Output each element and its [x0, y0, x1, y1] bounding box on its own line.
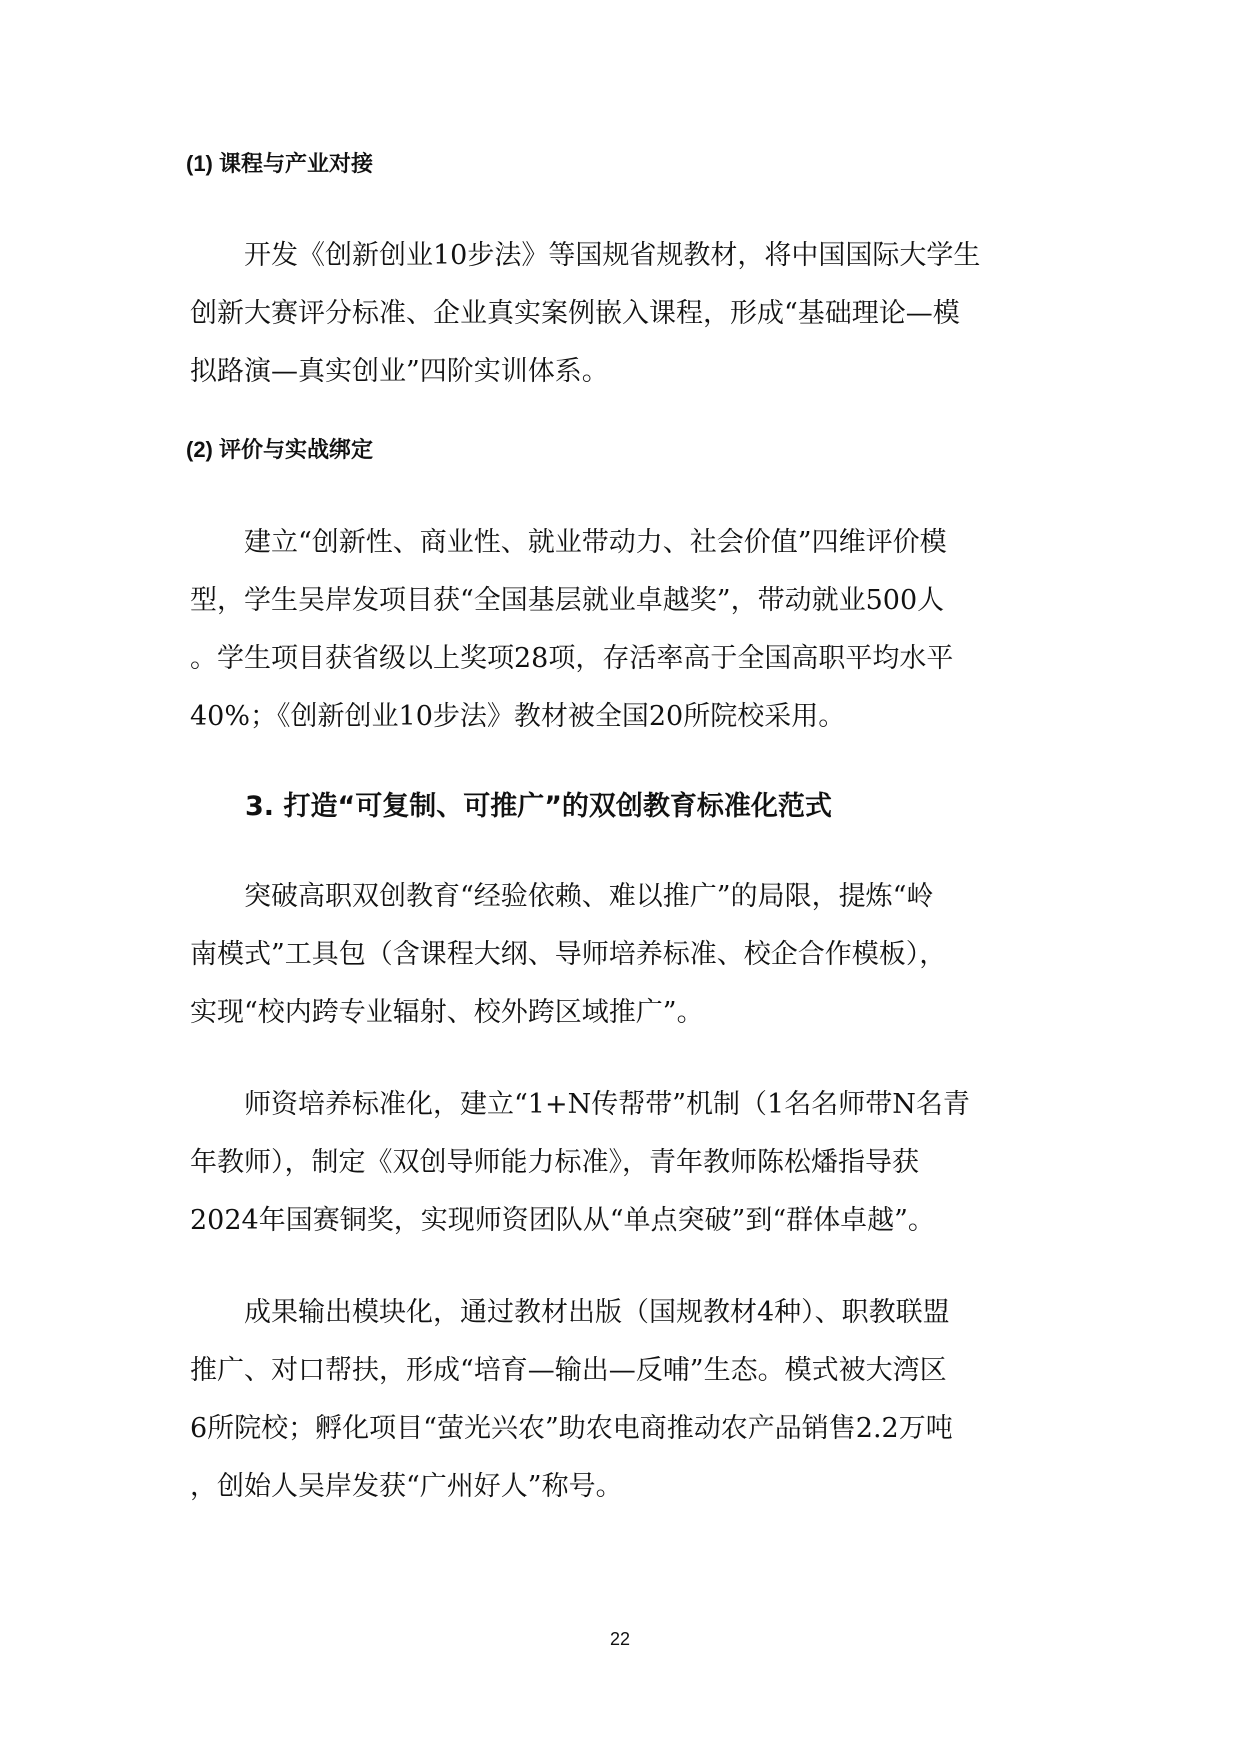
paragraph-line: 开发《创新创业10步法》等国规省规教材，将中国国际大学生: [190, 240, 981, 271]
paragraph-line: 拟路演—真实创业”四阶实训体系。: [190, 356, 609, 387]
paragraph-teacher-training: [190, 1076, 1036, 1250]
subsection-heading-1: (1) 课程与产业对接: [186, 151, 374, 176]
paragraph-line: 推广、对口帮扶，形成“培育—输出—反哺”生态。模式被大湾区: [190, 1355, 947, 1386]
paragraph-line: 40%；《创新创业10步法》教材被全国20所院校采用。: [190, 701, 846, 732]
paragraph-line: 2024年国赛铜奖，实现师资团队从“单点突破”到“群体卓越”。: [190, 1205, 935, 1236]
page-number: 22: [609, 1629, 631, 1649]
subsection-heading-2: (2) 评价与实战绑定: [186, 437, 374, 462]
paragraph-line: 实现“校内跨专业辐射、校外跨区域推广”。: [190, 997, 704, 1028]
section-heading-3: 3. 打造“可复制、可推广”的双创教育标准化范式: [245, 791, 832, 822]
paragraph-line: 6所院校；孵化项目“萤光兴农”助农电商推动农产品销售2.2万吨: [190, 1413, 953, 1444]
paragraph-line: 创新大赛评分标准、企业真实案例嵌入课程，形成“基础理论—模: [190, 298, 960, 329]
paragraph-line: 突破高职双创教育“经验依赖、难以推广”的局限，提炼“岭: [190, 881, 934, 912]
paragraph-line: ，创始人吴岸发获“广州好人”称号。: [190, 1471, 623, 1502]
paragraph-line: 型，学生吴岸发项目获“全国基层就业卓越奖”，带动就业500人: [190, 585, 945, 616]
paragraph-line: 师资培养标准化，建立“1+N传帮带”机制（1名名师带N名青: [190, 1089, 970, 1120]
paragraph-evaluation-practice: [190, 514, 1036, 746]
paragraph-line: 成果输出模块化，通过教材出版（国规教材4种）、职教联盟: [190, 1297, 950, 1328]
paragraph-line: 。学生项目获省级以上奖项28项，存活率高于全国高职平均水平: [190, 643, 954, 674]
paragraph-lingnan-model: [190, 868, 1036, 1042]
paragraph-line: 南模式”工具包（含课程大纲、导师培养标准、校企合作模板），: [190, 939, 947, 970]
paragraph-line: 年教师），制定《双创导师能力标准》，青年教师陈松燔指导获: [190, 1147, 919, 1178]
paragraph-line: 建立“创新性、商业性、就业带动力、社会价值”四维评价模: [190, 527, 947, 558]
paragraph-output-modular: [190, 1284, 1036, 1516]
paragraph-curriculum-industry: [190, 227, 1036, 401]
